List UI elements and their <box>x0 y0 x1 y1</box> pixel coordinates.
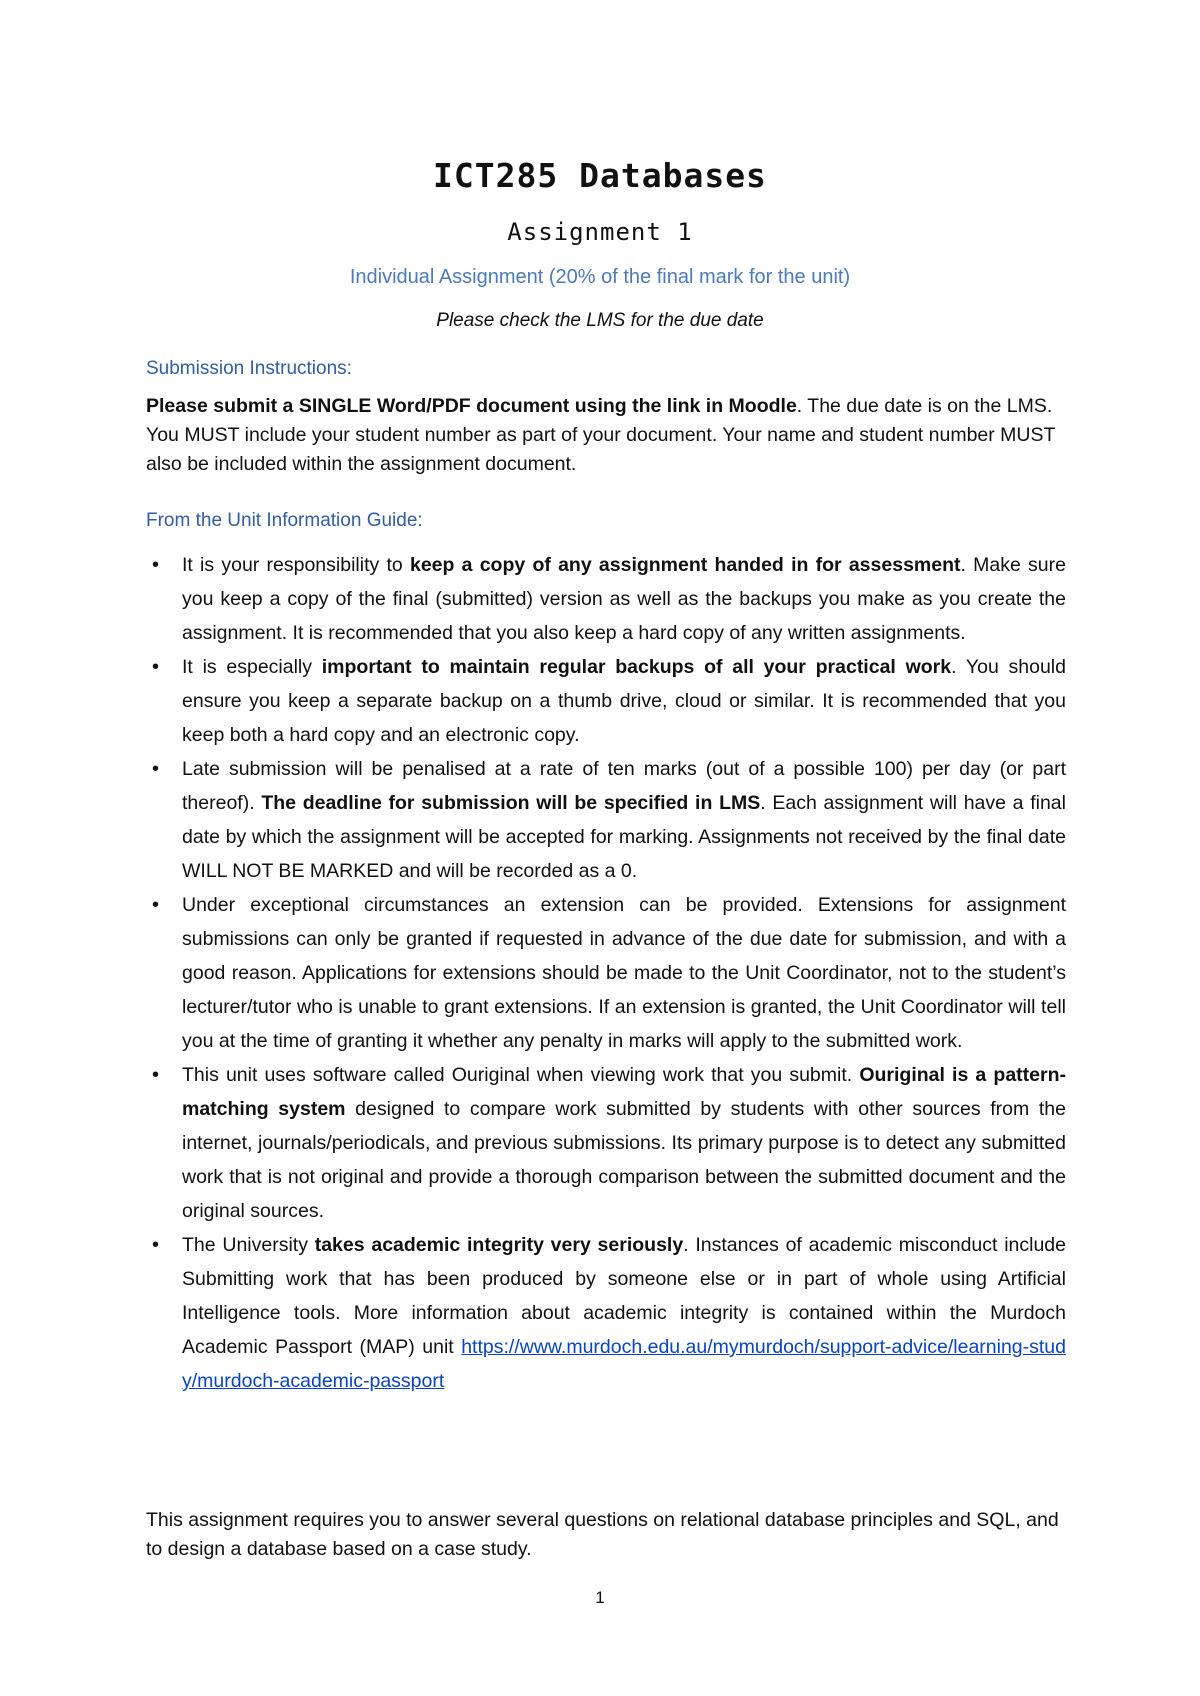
bullet-text: . Instances of academic misconduct include Submitting work that has been produced by someone else or in part of whole using Artificial Intelligence tools. More information about academic integrity is contained within the Murdoch Academic Passport (MAP) unit <box>182 1234 1066 1358</box>
bullet-icon: • <box>152 758 160 780</box>
submission-bold-text: Please submit a SINGLE Word/PDF document using the link in Moodle <box>146 395 797 417</box>
closing-paragraph: This assignment requires you to answer several questions on relational database principles and SQL, and to design a database based on a case study. <box>146 1509 1059 1560</box>
bullet-bold-text: Ouriginal is a pattern-matching system <box>182 1064 1066 1120</box>
bullet-icon: • <box>152 1234 160 1256</box>
bullet-text: It is especially <box>182 656 322 678</box>
document-subtitle: Assignment 1 <box>507 218 693 246</box>
bullet-text: This unit uses software called Ouriginal when viewing work that you submit. <box>182 1064 860 1086</box>
bullet-bold-text: takes academic integrity very seriously <box>314 1234 684 1256</box>
assignment-tagline: Individual Assignment (20% of the final mark for the unit) <box>349 266 851 288</box>
guide-heading: From the Unit Information Guide: <box>146 510 423 531</box>
bullet-icon: • <box>152 656 160 678</box>
bullet-icon: • <box>152 554 160 576</box>
bullet-bold-text: keep a copy of any assignment handed in for assessment <box>409 554 961 576</box>
document-title: ICT285 Databases <box>433 156 767 195</box>
bullet-text: . Make sure you keep a copy of the final (submitted) version as well as the backups you make as you create the assignment. It is recommended that you also keep a hard copy of any written assignments. <box>182 554 1066 644</box>
bullet-bold-text: important to maintain regular backups of all your practical work <box>321 656 952 678</box>
bullet-bold-text: The deadline for submission will be specified in LMS <box>261 792 761 814</box>
list-item <box>146 752 1066 888</box>
list-item <box>146 1058 1066 1228</box>
list-item <box>146 1228 1066 1398</box>
list-item <box>146 650 1066 752</box>
bullet-text: It is your responsibility to <box>182 554 410 576</box>
bullet-text: The University <box>182 1234 315 1256</box>
guide-bullet-list <box>146 548 1066 1398</box>
submission-rest-text: . The due date is on the LMS. You MUST include your student number as part of your document. Your name and student number MUST also be included within the assignment document. <box>146 395 1056 475</box>
list-item <box>146 888 1066 1058</box>
due-date-note: Please check the LMS for the due date <box>436 310 764 331</box>
submission-heading: Submission Instructions: <box>146 358 352 379</box>
bullet-text: designed to compare work submitted by students with other sources from the internet, journals/periodicals, and previous submissions. Its primary purpose is to detect any submitted work that is not original and provide a thorough comparison between the submitted document and the original sources. <box>182 1098 1066 1222</box>
bullet-text: Late submission will be penalised at a rate of ten marks (out of a possible 100) per day (or part thereof). <box>182 758 1066 814</box>
bullet-text: Under exceptional circumstances an extension can be provided. Extensions for assignment submissions can only be granted if requested in advance of the due date for submission, and with a good reason. Applications for extensions should be made to the Unit Coordinator, not to the student’s lecturer/tutor who is unable to grant extensions. If an extension is granted, the Unit Coordinator will tell you at the time of granting it whether any penalty in marks will apply to the submitted work. <box>182 894 1066 1052</box>
bullet-icon: • <box>152 1064 160 1086</box>
submission-paragraph <box>146 392 1066 479</box>
page-number: 1 <box>595 1588 605 1607</box>
list-item <box>146 548 1066 650</box>
bullet-text: . You should ensure you keep a separate backup on a thumb drive, cloud or similar. It is recommended that you keep both a hard copy and an electronic copy. <box>182 656 1066 746</box>
bullet-icon: • <box>152 894 160 916</box>
bullet-text: . Each assignment will have a final date by which the assignment will be accepted for marking. Assignments not received by the final date WILL NOT BE MARKED and will be recorded as a 0. <box>182 792 1066 882</box>
academic-passport-link[interactable]: https://www.murdoch.edu.au/mymurdoch/support-advice/learning-study/murdoch-academic-passport <box>182 1336 1066 1392</box>
